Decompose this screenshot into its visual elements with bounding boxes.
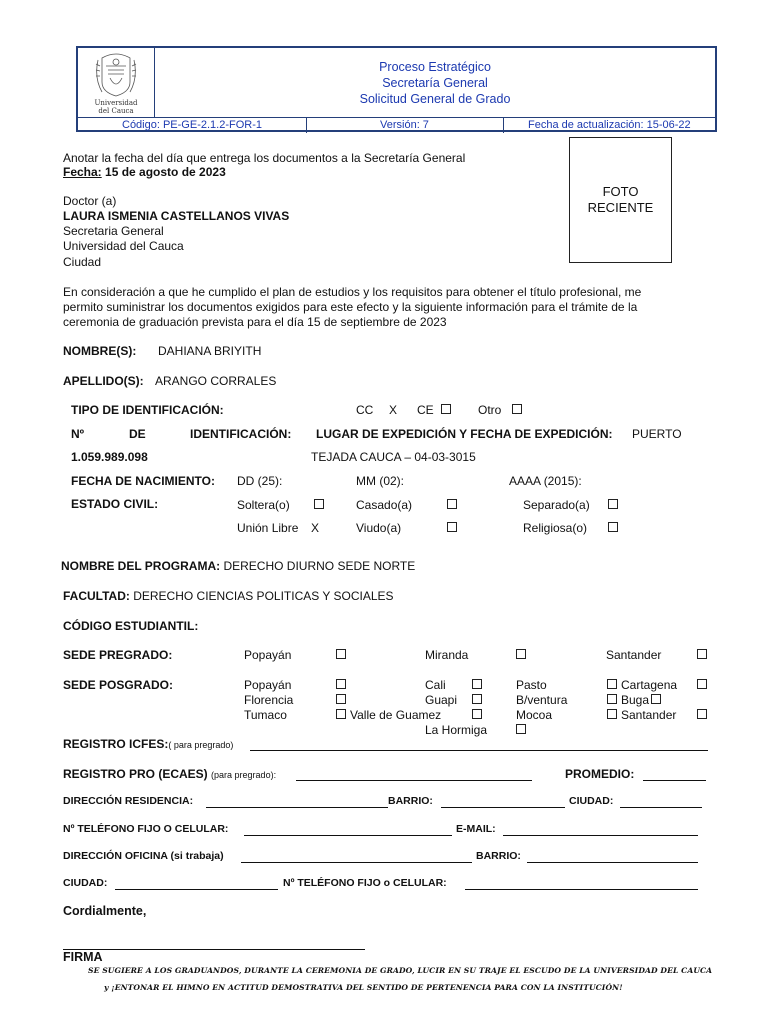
program-row xyxy=(61,559,415,573)
date-instruction: Anotar la fecha del día que entrega los documentos a la Secretaría General xyxy=(63,151,466,165)
office-label: DIRECCIÓN OFICINA (si trabaja) xyxy=(63,850,224,862)
pg-tumaco: Tumaco xyxy=(244,708,287,722)
civil-married: Casado(a) xyxy=(356,498,413,512)
pg-popayan: Popayán xyxy=(244,678,292,692)
pg-guapi-checkbox[interactable] xyxy=(472,694,482,704)
addressee-salutation: Doctor (a) xyxy=(63,194,117,208)
pro-note: (para pregrado): xyxy=(211,770,277,780)
institution-line-2: del Cauca xyxy=(98,107,134,115)
id-type-label: TIPO DE IDENTIFICACIÓN: xyxy=(71,403,224,417)
place-value-2: TEJADA CAUCA – 04-03-3015 xyxy=(311,450,476,464)
pg-hormiga-checkbox[interactable] xyxy=(516,724,526,734)
undergrad-popayan-checkbox[interactable] xyxy=(336,649,346,659)
icfes-label: REGISTRO ICFES: xyxy=(63,737,169,751)
student-code-label: CÓDIGO ESTUDIANTIL: xyxy=(63,619,199,633)
average-input-line[interactable] xyxy=(643,780,706,781)
addressee-org: Universidad del Cauca xyxy=(63,239,184,253)
civil-married-checkbox[interactable] xyxy=(447,499,457,509)
surnames-value: ARANGO CORRALES xyxy=(155,374,277,388)
civil-union: Unión Libre xyxy=(237,521,299,535)
pro-label: REGISTRO PRO (ECAES) xyxy=(63,767,208,781)
id-ce: CE xyxy=(417,403,434,417)
email-label: E-MAIL: xyxy=(456,823,496,835)
office-input-line[interactable] xyxy=(241,862,472,863)
residence-input-line[interactable] xyxy=(206,807,388,808)
id-cc-mark: X xyxy=(389,403,398,417)
email-input-line[interactable] xyxy=(503,835,698,836)
office-city-input-line[interactable] xyxy=(115,889,278,890)
pg-extra-checkbox[interactable] xyxy=(697,679,707,689)
pg-pasto: Pasto xyxy=(516,678,547,692)
title-line-1: Proceso Estratégico xyxy=(379,59,491,74)
document-title-block xyxy=(155,48,715,117)
civil-religious: Religiosa(o) xyxy=(523,521,588,535)
civil-separated-checkbox[interactable] xyxy=(608,499,618,509)
faculty-value: DERECHO CIENCIAS POLITICAS Y SOCIALES xyxy=(129,589,394,603)
date-value: 15 de agosto de 2023 xyxy=(101,165,226,179)
footer-note-line-1: SE SUGIERE A LOS GRADUANDOS, DURANTE LA CEREMONIA DE GRADO, LUCIR EN SU TRAJE EL ESCUDO DE LA UNIVERSIDAD DEL CAUCA xyxy=(88,966,713,975)
pg-popayan-checkbox[interactable] xyxy=(336,679,346,689)
civil-status-label: ESTADO CIVIL: xyxy=(71,497,159,511)
place-label: LUGAR DE EXPEDICIÓN Y FECHA DE EXPEDICIÓN: xyxy=(316,427,613,441)
addressee-role: Secretaria General xyxy=(63,224,164,238)
undergrad-santander-checkbox[interactable] xyxy=(697,649,707,659)
icfes-input-line[interactable] xyxy=(250,750,708,751)
civil-separated: Separado(a) xyxy=(523,498,590,512)
id-ce-checkbox[interactable] xyxy=(441,404,451,414)
pg-tumaco-checkbox[interactable] xyxy=(336,709,346,719)
pg-bventura: B/ventura xyxy=(516,693,568,707)
pg-valle: Valle de Guamez xyxy=(350,708,442,722)
undergrad-miranda: Miranda xyxy=(425,648,469,662)
photo-label-1: FOTO xyxy=(602,184,639,199)
document-header xyxy=(76,46,717,132)
id-number-value: 1.059.989.098 xyxy=(71,450,148,464)
institution-line-1: Universidad xyxy=(94,99,138,107)
undergrad-miranda-checkbox[interactable] xyxy=(516,649,526,659)
photo-label-2: RECIENTE xyxy=(587,200,654,215)
program-label: NOMBRE DEL PROGRAMA: xyxy=(61,559,221,573)
names-label: NOMBRE(S): xyxy=(63,344,137,358)
pg-florencia: Florencia xyxy=(244,693,294,707)
neighborhood-label: BARRIO: xyxy=(388,795,433,807)
photo-box xyxy=(569,137,672,263)
pg-mocoa: Mocoa xyxy=(516,708,553,722)
residence-label: DIRECCIÓN RESIDENCIA: xyxy=(63,795,194,807)
pg-hormiga: La Hormiga xyxy=(425,723,488,737)
phone-label: Nº TELÉFONO FIJO O CELULAR: xyxy=(63,823,229,835)
signature-label: FIRMA xyxy=(63,950,103,964)
delivery-date xyxy=(63,165,226,179)
pg-cartagena-checkbox[interactable] xyxy=(607,679,617,689)
faculty-row xyxy=(63,589,394,603)
civil-widowed-checkbox[interactable] xyxy=(447,522,457,532)
signature-line[interactable] xyxy=(63,949,365,950)
body-line-1: En consideración a que he cumplido el plan de estudios y los requisitos para obtener el título profesional, me xyxy=(63,285,642,299)
title-line-3: Solicitud General de Grado xyxy=(359,91,511,106)
title-line-2: Secretaría General xyxy=(382,75,488,90)
university-logo xyxy=(78,48,155,117)
civil-religious-checkbox[interactable] xyxy=(608,522,618,532)
civil-single: Soltera(o) xyxy=(237,498,290,512)
birth-date-label: FECHA DE NACIMIENTO: xyxy=(71,474,215,488)
undergrad-campus-label: SEDE PREGRADO: xyxy=(63,648,173,662)
pg-santander-checkbox-b[interactable] xyxy=(697,709,707,719)
faculty-label: FACULTAD: xyxy=(63,589,130,603)
id-number-label-2: DE xyxy=(129,427,146,441)
document-meta-row xyxy=(78,117,715,133)
pg-cali: Cali xyxy=(425,678,446,692)
body-line-3: ceremonia de graduación prevista para el día 15 de septiembre de 2023 xyxy=(63,315,447,329)
document-version: Versión: 7 xyxy=(380,119,429,131)
icfes-note: ( para pregrado) xyxy=(168,740,234,750)
undergrad-santander: Santander xyxy=(606,648,662,662)
average-label: PROMEDIO: xyxy=(565,767,635,781)
city-input-line[interactable] xyxy=(620,807,702,808)
pg-florencia-checkbox[interactable] xyxy=(336,694,346,704)
office-neighborhood-label: BARRIO: xyxy=(476,850,521,862)
place-value-1: PUERTO xyxy=(632,427,682,441)
neighborhood-input-line[interactable] xyxy=(441,807,565,808)
phone-input-line[interactable] xyxy=(244,835,452,836)
document-code: Código: PE-GE-2.1.2-FOR-1 xyxy=(122,119,262,131)
office-city-label: CIUDAD: xyxy=(63,877,108,889)
pg-cali-checkbox[interactable] xyxy=(472,679,482,689)
surnames-label: APELLIDO(S): xyxy=(63,374,144,388)
date-label: Fecha: xyxy=(63,165,102,179)
addressee-city: Ciudad xyxy=(63,255,102,269)
addressee-name: LAURA ISMENIA CASTELLANOS VIVAS xyxy=(63,209,290,223)
pg-cartagena: Cartagena xyxy=(621,678,678,692)
birth-mm: MM (02): xyxy=(356,474,404,488)
icfes-row xyxy=(63,737,233,751)
footer-note-line-2: y ¡ENTONAR EL HIMNO EN ACTITUD DEMOSTRATIVA DEL SENTIDO DE PERTENENCIA PARA CON LA INSTITUCIÓN! xyxy=(104,983,623,992)
id-number-label-1: Nº xyxy=(71,427,85,441)
civil-union-mark: X xyxy=(311,521,320,535)
postgrad-campus-label: SEDE POSGRADO: xyxy=(63,678,174,692)
id-number-label-3: IDENTIFICACIÓN: xyxy=(190,427,292,441)
civil-widowed: Viudo(a) xyxy=(356,521,402,535)
office-phone-label: Nº TELÉFONO FIJO o CELULAR: xyxy=(283,877,447,889)
pg-buga-checkbox-a[interactable] xyxy=(607,694,617,704)
names-value: DAHIANA BRIYITH xyxy=(158,344,262,358)
undergrad-popayan: Popayán xyxy=(244,648,292,662)
pg-buga: Buga xyxy=(621,693,650,707)
pg-santander-checkbox-a[interactable] xyxy=(607,709,617,719)
body-line-2: permito suministrar los documentos exigidos para este efecto y la siguiente información para el trámite de la xyxy=(63,300,638,314)
pg-santander: Santander xyxy=(621,708,677,722)
birth-dd: DD (25): xyxy=(237,474,283,488)
pro-row xyxy=(63,767,276,781)
closing-regards: Cordialmente, xyxy=(63,904,147,918)
pg-buga-checkbox-b[interactable] xyxy=(651,694,661,704)
document-update-date: Fecha de actualización: 15-06-22 xyxy=(528,119,691,131)
program-value: DERECHO DIURNO SEDE NORTE xyxy=(220,559,416,573)
office-phone-input-line[interactable] xyxy=(465,889,698,890)
pg-guapi: Guapi xyxy=(425,693,458,707)
pg-valle-checkbox[interactable] xyxy=(472,709,482,719)
id-other: Otro xyxy=(478,403,502,417)
birth-yyyy: AAAA (2015): xyxy=(509,474,582,488)
civil-single-checkbox[interactable] xyxy=(314,499,324,509)
office-neighborhood-input-line[interactable] xyxy=(527,862,698,863)
city-label: CIUDAD: xyxy=(569,795,614,807)
id-other-checkbox[interactable] xyxy=(512,404,522,414)
pro-input-line[interactable] xyxy=(296,780,532,781)
id-cc: CC xyxy=(356,403,374,417)
